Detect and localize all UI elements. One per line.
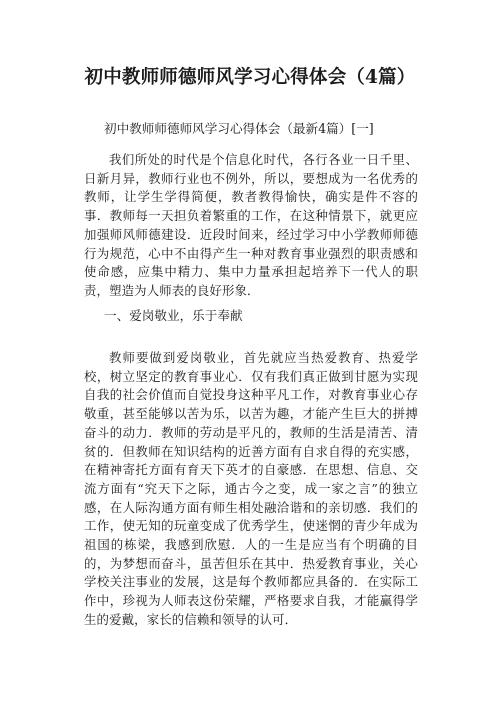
document-title: 初中教师师德师风学习心得体会（4篇）: [84, 67, 416, 88]
paragraph-section-1: 教师要做到爱岗敬业，首先就应当热爱教育、热爱学校，树立坚定的教育事业心．仅有我们真正做到甘愿为实现自我的社会价值而自觉投身这种平凡工作，对教育事业心存敬重，甚至能够以苦为乐，以苦为趣，才能产生巨大的拼搏奋斗的动力．教师的劳动是平凡的，教师的生活是清苦、清贫的．但教师在知识结构的近善方面有自求自得的充实感，在精神寄托方面有育天下英才的自豪感．在思想、信息、交流方面有“究天下之际，通古今之变，成一家之言”的独立感，在人际沟通方面有师生相处融洽谐和的亲切感．我们的工作，使无知的玩童变成了优秀学生，使迷惘的青少年成为祖国的栋梁，我感到欣慰．人的一生是应当有个明确的目的，为梦想而奋斗，虽苦但乐在其中．热爱教育事业，关心学校关注事业的发展，这是每个教师都应具备的．在实际工作中，珍视为人师表这份荣耀，严格要求自我，才能赢得学生的爱戴，家长的信赖和领导的认可．: [84, 350, 418, 627]
paragraph-intro: 我们所处的时代是个信息化时代，各行各业一日千里、日新月异，教师行业也不例外，所以，要想成为一名优秀的教师，让学生学得简便，教者教得愉快，确实是件不容的事．教师每一天担负着繁重的工作，在这种情景下，就更应加强师风师德建设．近段时间来，经过学习中小学教师师德行为规范，心中不由得产生一种对教育事业强烈的职责感和使命感，应集中精力、集中力量承担起培养下一代人的职责，塑造为人师表的良好形象．: [84, 152, 418, 298]
section-heading: 一、爱岗敬业，乐于奉献: [104, 308, 243, 323]
document-subtitle: 初中教师师德师风学习心得体会（最新4篇）[一]: [104, 121, 374, 136]
